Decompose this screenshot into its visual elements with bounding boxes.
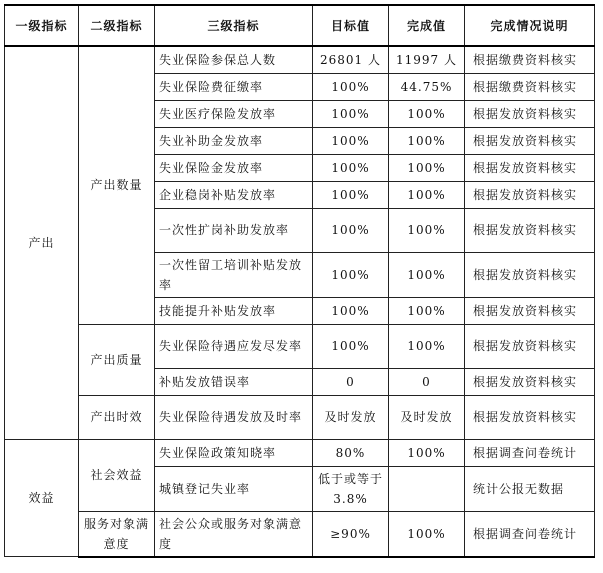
note-cell: 根据发放资料核实 xyxy=(465,127,595,154)
target-cell: 100% xyxy=(313,252,389,297)
target-cell: 100% xyxy=(313,297,389,324)
group-satisfaction: 服务对象满意度 xyxy=(79,511,155,557)
performance-indicator-table xyxy=(4,4,595,558)
target-cell: 及时发放 xyxy=(313,395,389,439)
indicator-cell: 失业保险参保总人数 xyxy=(155,46,313,73)
actual-cell: 100% xyxy=(389,127,465,154)
header-target: 目标值 xyxy=(313,5,389,46)
header-level1: 一级指标 xyxy=(5,5,79,46)
target-cell: 80% xyxy=(313,439,389,466)
target-cell: ≥90% xyxy=(313,511,389,557)
note-cell: 根据发放资料核实 xyxy=(465,208,595,252)
group-benefit: 效益 xyxy=(5,439,79,557)
table-row xyxy=(5,46,595,73)
note-cell: 根据缴费资料核实 xyxy=(465,46,595,73)
group-output-quality: 产出质量 xyxy=(79,324,155,395)
target-cell: 100% xyxy=(313,208,389,252)
indicator-cell: 失业保险待遇发放及时率 xyxy=(155,395,313,439)
target-cell: 100% xyxy=(313,324,389,368)
indicator-cell: 失业保险金发放率 xyxy=(155,154,313,181)
header-row xyxy=(5,5,595,46)
note-cell: 根据发放资料核实 xyxy=(465,297,595,324)
group-social-benefit: 社会效益 xyxy=(79,439,155,511)
group-output-timeliness: 产出时效 xyxy=(79,395,155,439)
header-note: 完成情况说明 xyxy=(465,5,595,46)
target-cell: 26801 人 xyxy=(313,46,389,73)
header-level2: 二级指标 xyxy=(79,5,155,46)
target-cell: 100% xyxy=(313,154,389,181)
note-cell: 根据发放资料核实 xyxy=(465,154,595,181)
table-row xyxy=(5,324,595,368)
table-row xyxy=(5,439,595,466)
note-cell: 根据调查问卷统计 xyxy=(465,439,595,466)
performance-table-container xyxy=(4,4,595,558)
indicator-cell: 失业保险待遇应发尽发率 xyxy=(155,324,313,368)
actual-cell: 0 xyxy=(389,368,465,395)
actual-cell: 100% xyxy=(389,154,465,181)
indicator-cell: 失业保险费征缴率 xyxy=(155,73,313,100)
actual-cell: 44.75% xyxy=(389,73,465,100)
indicator-cell: 城镇登记失业率 xyxy=(155,466,313,511)
note-cell: 根据发放资料核实 xyxy=(465,100,595,127)
note-cell: 根据发放资料核实 xyxy=(465,181,595,208)
indicator-cell: 企业稳岗补贴发放率 xyxy=(155,181,313,208)
indicator-cell: 失业补助金发放率 xyxy=(155,127,313,154)
group-output-quantity: 产出数量 xyxy=(79,46,155,324)
note-cell: 根据发放资料核实 xyxy=(465,324,595,368)
table-row xyxy=(5,395,595,439)
indicator-cell: 一次性扩岗补助发放率 xyxy=(155,208,313,252)
target-cell: 100% xyxy=(313,100,389,127)
note-cell: 根据发放资料核实 xyxy=(465,368,595,395)
actual-cell: 100% xyxy=(389,297,465,324)
note-cell: 根据调查问卷统计 xyxy=(465,511,595,557)
indicator-cell: 技能提升补贴发放率 xyxy=(155,297,313,324)
group-output: 产出 xyxy=(5,46,79,439)
actual-cell xyxy=(389,466,465,511)
note-cell: 根据发放资料核实 xyxy=(465,395,595,439)
header-level3: 三级指标 xyxy=(155,5,313,46)
actual-cell: 11997 人 xyxy=(389,46,465,73)
note-cell: 根据缴费资料核实 xyxy=(465,73,595,100)
indicator-cell: 社会公众或服务对象满意度 xyxy=(155,511,313,557)
target-cell: 0 xyxy=(313,368,389,395)
actual-cell: 及时发放 xyxy=(389,395,465,439)
actual-cell: 100% xyxy=(389,181,465,208)
indicator-cell: 失业保险政策知晓率 xyxy=(155,439,313,466)
actual-cell: 100% xyxy=(389,208,465,252)
actual-cell: 100% xyxy=(389,252,465,297)
target-cell: 100% xyxy=(313,181,389,208)
note-cell: 统计公报无数据 xyxy=(465,466,595,511)
actual-cell: 100% xyxy=(389,324,465,368)
target-cell: 低于或等于 3.8% xyxy=(313,466,389,511)
indicator-cell: 一次性留工培训补贴发放率 xyxy=(155,252,313,297)
actual-cell: 100% xyxy=(389,439,465,466)
target-cell: 100% xyxy=(313,73,389,100)
indicator-cell: 失业医疗保险发放率 xyxy=(155,100,313,127)
indicator-cell: 补贴发放错误率 xyxy=(155,368,313,395)
target-cell: 100% xyxy=(313,127,389,154)
note-cell: 根据发放资料核实 xyxy=(465,252,595,297)
header-actual: 完成值 xyxy=(389,5,465,46)
actual-cell: 100% xyxy=(389,100,465,127)
actual-cell: 100% xyxy=(389,511,465,557)
table-row xyxy=(5,511,595,557)
